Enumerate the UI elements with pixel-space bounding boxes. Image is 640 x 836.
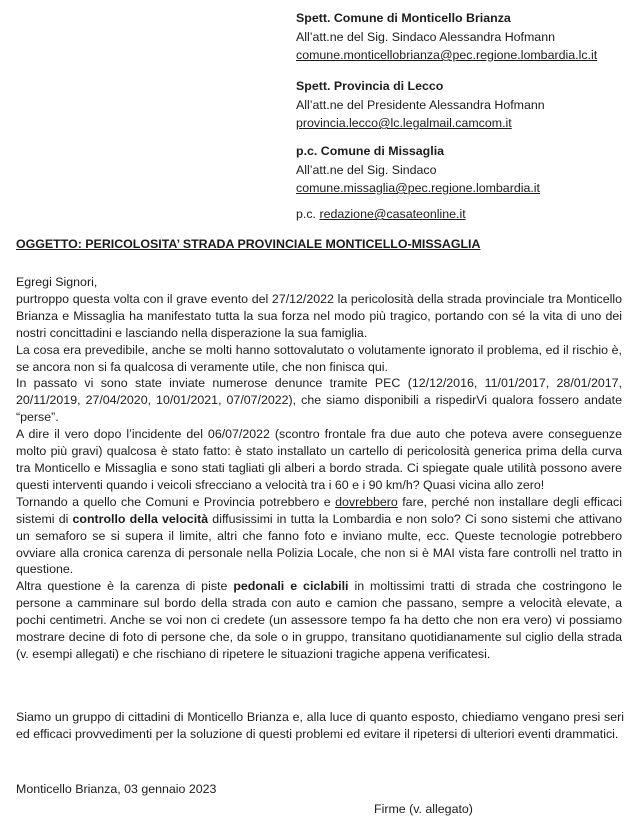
cc-email-link[interactable]: redazione@casateonline.it [319,207,466,221]
cc-prefix: p.c. [296,207,316,221]
recipient-name: Spett. Comune di Monticello Brianza [296,11,511,25]
cc-line [296,205,466,224]
closing-paragraph: Siamo un gruppo di cittadini di Monticello Brianza e, alla luce di quanto esposto, chiediamo vengano presi seri ed efficaci provvedimenti per la soluzione di questi problemi ed evitare il ripetersi di ulteriori eventi drammatici. [16,710,624,741]
paragraph-past-reports: In passato vi sono state inviate numerose denunce tramite PEC (12/12/2016, 11/01/2017, 28/01/2017, 20/11/2019, 27/04/2020, 10/01/2021, 07/07/2022), che siamo disponibili a rispedirVi qualora fossero andate “perse”. [16,376,622,425]
paragraph-speed-control: Tornando a quello che Comuni e Provincia potrebbero e dovrebbero fare, perché non installare degli efficaci sistemi di controllo della velocità diffusissimi in tutta la Lombardia e non solo? Ci sono sistemi che attivano un semaforo se si supera il limite, altri che fanno foto e inviano multe, ecc. Queste tecnologie potrebbero ovviare alla cronica carenza di personale nella Polizia Locale, che non si è MAI vista fare controlli nel tratto in questione. [16,494,622,577]
recipient-block-comune-monticello [296,9,597,65]
paragraph-risk: La cosa era prevedibile, anche se molti hanno sottovalutato o volutamente ignorato il problema, ed il rischio è, se ancora non si fa qualcosa di veramente utile, che non finisca qui. [16,342,622,374]
recipient-attn: All’att.ne del Presidente Alessandra Hofmann [296,97,545,112]
recipient-block-comune-missaglia [296,142,540,198]
recipient-block-provincia-lecco [296,77,545,133]
recipient-attn: All’att.ne del Sig. Sindaco [296,162,437,177]
paragraph-interventions: A dire il vero dopo l’incidente del 06/07/2022 (scontro frontale fra due auto che poteva avere conseguenze molto più gravi) qualcosa è stato fatto: è stato installato un cartello di pericolosità generica prima della curva tra Monticello e Missaglia e sono stati tagliati gli alberi a bordo strada. Ci spiegate quale utilità possono avere questi interventi quando i veicoli sfrecciano a velocità tra i 60 e i 90 km/h? Quasi vicina allo zero! [16,427,622,492]
place-date: Monticello Brianza, 03 gennaio 2023 [16,782,217,796]
recipient-email-link[interactable]: provincia.lecco@lc.legalmail.camcom.it [296,116,512,130]
salutation: Egregi Signori, [16,275,98,289]
recipient-email-link[interactable]: comune.missaglia@pec.regione.lombardia.it [296,181,540,195]
letter-body [16,274,622,663]
subject-line: OGGETTO: PERICOLOSITA’ STRADA PROVINCIALE MONTICELLO-MISSAGLIA [16,237,481,251]
recipient-name: Spett. Provincia di Lecco [296,79,444,93]
recipient-name: p.c. Comune di Missaglia [296,144,445,158]
paragraph-incident: purtroppo questa volta con il grave evento del 27/12/2022 la pericolosità della strada provinciale tra Monticello Brianza e Missaglia ha manifestato tutta la sua forza nel modo più tragico, portando con sé la vita di uno dei nostri concittadini e lasciando nella disperazione la sua famiglia. [16,291,622,340]
recipient-attn: All’att.ne del Sig. Sindaco Alessandra Hofmann [296,29,555,44]
recipient-email-link[interactable]: comune.monticellobrianza@pec.regione.lombardia.lc.it [296,48,598,62]
signature-note: Firme (v. allegato) [374,802,473,816]
paragraph-pedestrian-paths: Altra questione è la carenza di piste pedonali e ciclabili in moltissimi tratti di strada che costringono le persone a camminare sul bordo della strada con auto e camion che passano, sempre a velocità elevate, a pochi centimetri. Anche se voi non ci credete (un assessore tempo fa ha detto che non era vero) vi possiamo mostrare decine di foto di persone che, da sole o in gruppo, transitano quotidianamente sul ciglio della strada (v. esempi allegati) e che rischiano di ripetere le situazioni tragiche appena verificatesi. [16,579,623,661]
